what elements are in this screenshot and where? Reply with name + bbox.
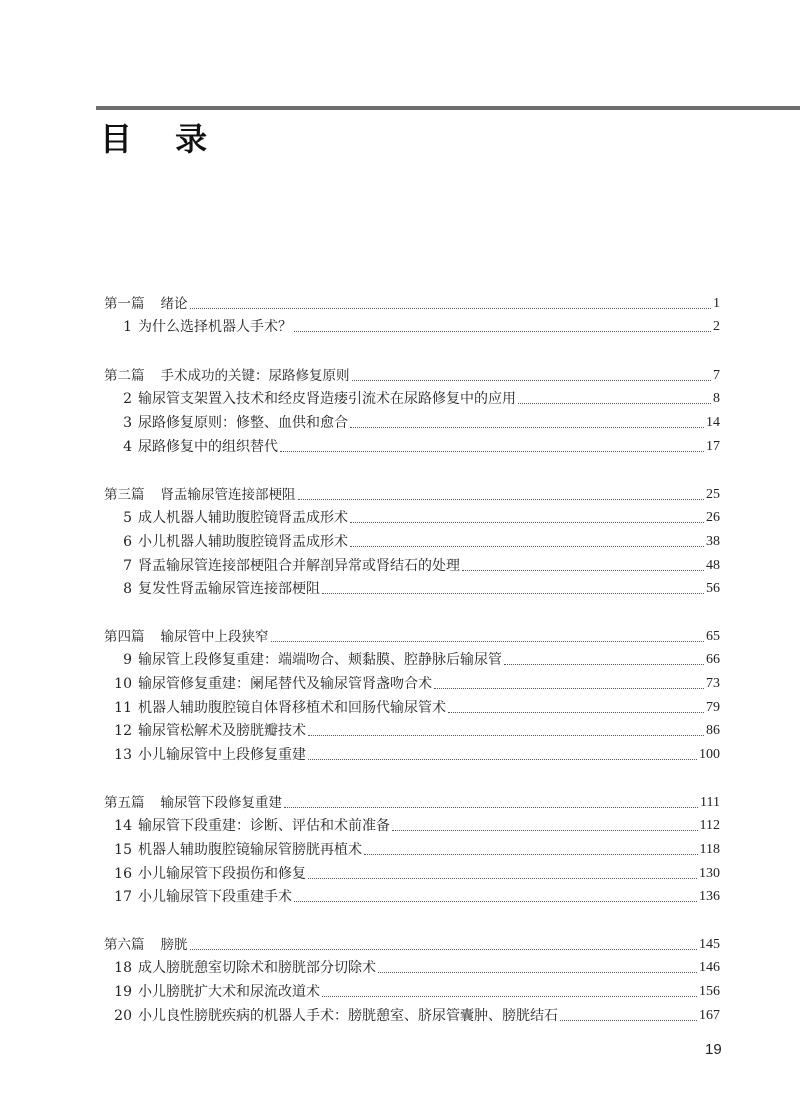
chapter-page: 8 [713,391,720,407]
chapter-title: 复发性肾盂输尿管连接部梗阻 [138,581,320,598]
part-page: 7 [713,367,720,383]
chapter-page: 136 [699,889,720,905]
chapter-page: 2 [713,319,720,335]
chapter-number: 11 [114,699,132,716]
dot-leader [518,403,711,404]
chapter-entry[interactable] [104,717,720,741]
chapter-page: 146 [699,960,720,976]
chapter-number: 2 [123,391,132,408]
chapter-entry[interactable] [104,575,720,599]
part-entry[interactable] [104,289,720,313]
chapter-entry[interactable] [104,693,720,717]
page-number: 19 [705,1041,722,1058]
part-entry[interactable] [104,480,720,504]
part-label: 第一篇 [104,295,145,312]
chapter-title: 输尿管上段修复重建：端端吻合、颊黏膜、腔静脉后输尿管 [138,652,502,669]
dot-leader [350,546,704,547]
chapter-page: 118 [699,842,720,858]
chapter-entry[interactable] [104,646,720,670]
part-page: 145 [699,936,720,952]
chapter-number: 8 [123,581,132,598]
part-label: 第二篇 [104,367,145,384]
chapter-number: 16 [114,865,132,882]
dot-leader [504,664,704,665]
chapter-title: 小儿膀胱扩大术和尿流改道术 [138,984,320,1001]
part-title: 膀胱 [160,936,188,953]
chapter-entry[interactable] [104,859,720,883]
chapter-page: 130 [699,865,720,881]
toc-section [104,930,720,1025]
dot-leader [392,830,698,831]
dot-leader [378,972,697,973]
chapter-page: 56 [706,581,720,597]
chapter-page: 79 [706,699,720,715]
chapter-entry[interactable] [104,1001,720,1025]
chapter-title: 尿路修复原则：修整、血供和愈合 [138,415,348,432]
chapter-page: 48 [706,557,720,573]
chapter-page: 86 [706,723,720,739]
toc-section [104,622,720,764]
dot-leader [298,499,705,500]
part-page: 65 [706,628,720,644]
chapter-page: 17 [706,438,720,454]
chapter-page: 66 [706,652,720,668]
chapter-entry[interactable] [104,504,720,528]
chapter-title: 肾盂输尿管连接部梗阻合并解剖异常或肾结石的处理 [138,557,460,574]
part-title: 输尿管中上段狭窄 [160,628,269,645]
part-entry[interactable] [104,622,720,646]
chapter-number: 5 [123,510,132,527]
dot-leader [434,688,704,689]
chapter-title: 成人机器人辅助腹腔镜肾盂成形术 [138,510,348,527]
chapter-number: 19 [114,984,132,1001]
part-title: 绪论 [160,295,188,312]
chapter-number: 18 [114,960,132,977]
chapter-number: 1 [123,319,132,336]
dot-leader [350,522,704,523]
chapter-title: 成人膀胱憩室切除术和膀胱部分切除术 [138,960,376,977]
chapter-number: 14 [114,818,132,835]
chapter-number: 6 [123,534,132,551]
dot-leader [190,949,698,950]
part-title: 手术成功的关键：尿路修复原则 [160,367,350,384]
dot-leader [284,807,698,808]
dot-leader [322,996,697,997]
chapter-title: 输尿管修复重建：阑尾替代及输尿管肾盏吻合术 [138,676,432,693]
part-title: 输尿管下段修复重建 [160,794,282,811]
part-entry[interactable] [104,361,720,385]
chapter-entry[interactable] [104,527,720,551]
chapter-entry[interactable] [104,313,720,337]
part-entry[interactable] [104,788,720,812]
chapter-page: 100 [699,747,720,763]
chapter-title: 机器人辅助腹腔镜输尿管膀胱再植术 [138,842,362,859]
chapter-entry[interactable] [104,432,720,456]
chapter-page: 156 [699,984,720,1000]
chapter-page: 38 [706,534,720,550]
dot-leader [462,570,704,571]
dot-leader [308,735,704,736]
chapter-title: 小儿机器人辅助腹腔镜肾盂成形术 [138,534,348,551]
chapter-page: 73 [706,676,720,692]
part-page: 111 [700,794,720,810]
dot-leader [308,878,697,879]
chapter-title: 小儿输尿管下段损伤和修复 [138,865,306,882]
toc-section [104,788,720,906]
dot-leader [560,1020,697,1021]
chapter-title: 小儿良性膀胱疾病的机器人手术：膀胱憩室、脐尿管囊肿、膀胱结石 [138,1007,558,1024]
dot-leader [190,308,712,309]
chapter-number: 13 [114,747,132,764]
dot-leader [280,451,704,452]
dot-leader [448,712,704,713]
part-label: 第三篇 [104,486,145,503]
dot-leader [294,331,711,332]
page-title: 目 录 [100,120,224,158]
dot-leader [294,901,697,902]
chapter-entry[interactable] [104,835,720,859]
toc-section [104,289,720,336]
dot-leader [350,427,704,428]
chapter-page: 167 [699,1007,720,1023]
chapter-page: 112 [699,818,720,834]
chapter-entry[interactable] [104,551,720,575]
chapter-number: 9 [123,652,132,669]
chapter-title: 机器人辅助腹腔镜自体肾移植术和回肠代输尿管术 [138,699,446,716]
toc-section [104,480,720,598]
chapter-title: 尿路修复中的组织替代 [138,438,278,455]
chapter-page: 26 [706,510,720,526]
chapter-entry[interactable] [104,883,720,907]
chapter-entry[interactable] [104,740,720,764]
part-label: 第六篇 [104,936,145,953]
toc-section [104,361,720,456]
chapter-entry[interactable] [104,977,720,1001]
part-entry[interactable] [104,930,720,954]
chapter-entry[interactable] [104,669,720,693]
chapter-page: 14 [706,415,720,431]
chapter-number: 7 [123,557,132,574]
part-title: 肾盂输尿管连接部梗阻 [160,486,296,503]
part-page: 1 [713,295,720,311]
dot-leader [352,380,712,381]
chapter-title: 输尿管下段重建：诊断、评估和术前准备 [138,818,390,835]
part-label: 第四篇 [104,628,145,645]
chapter-number: 15 [114,842,132,859]
chapter-number: 4 [123,438,132,455]
part-label: 第五篇 [104,794,145,811]
chapter-title: 为什么选择机器人手术？ [138,319,292,336]
chapter-title: 输尿管松解术及膀胱瓣技术 [138,723,306,740]
dot-leader [364,854,698,855]
chapter-entry[interactable] [104,812,720,836]
chapter-entry[interactable] [104,385,720,409]
header-rule [96,106,800,110]
chapter-number: 10 [114,676,132,693]
dot-leader [308,759,697,760]
part-page: 25 [706,486,720,502]
chapter-title: 小儿输尿管中上段修复重建 [138,747,306,764]
chapter-entry[interactable] [104,408,720,432]
chapter-number: 20 [114,1007,132,1024]
dot-leader [271,641,705,642]
chapter-title: 小儿输尿管下段重建手术 [138,889,292,906]
chapter-entry[interactable] [104,954,720,978]
chapter-number: 17 [114,889,132,906]
chapter-number: 12 [114,723,132,740]
chapter-number: 3 [123,415,132,432]
dot-leader [322,593,704,594]
chapter-title: 输尿管支架置入技术和经皮肾造瘘引流术在尿路修复中的应用 [138,391,516,408]
